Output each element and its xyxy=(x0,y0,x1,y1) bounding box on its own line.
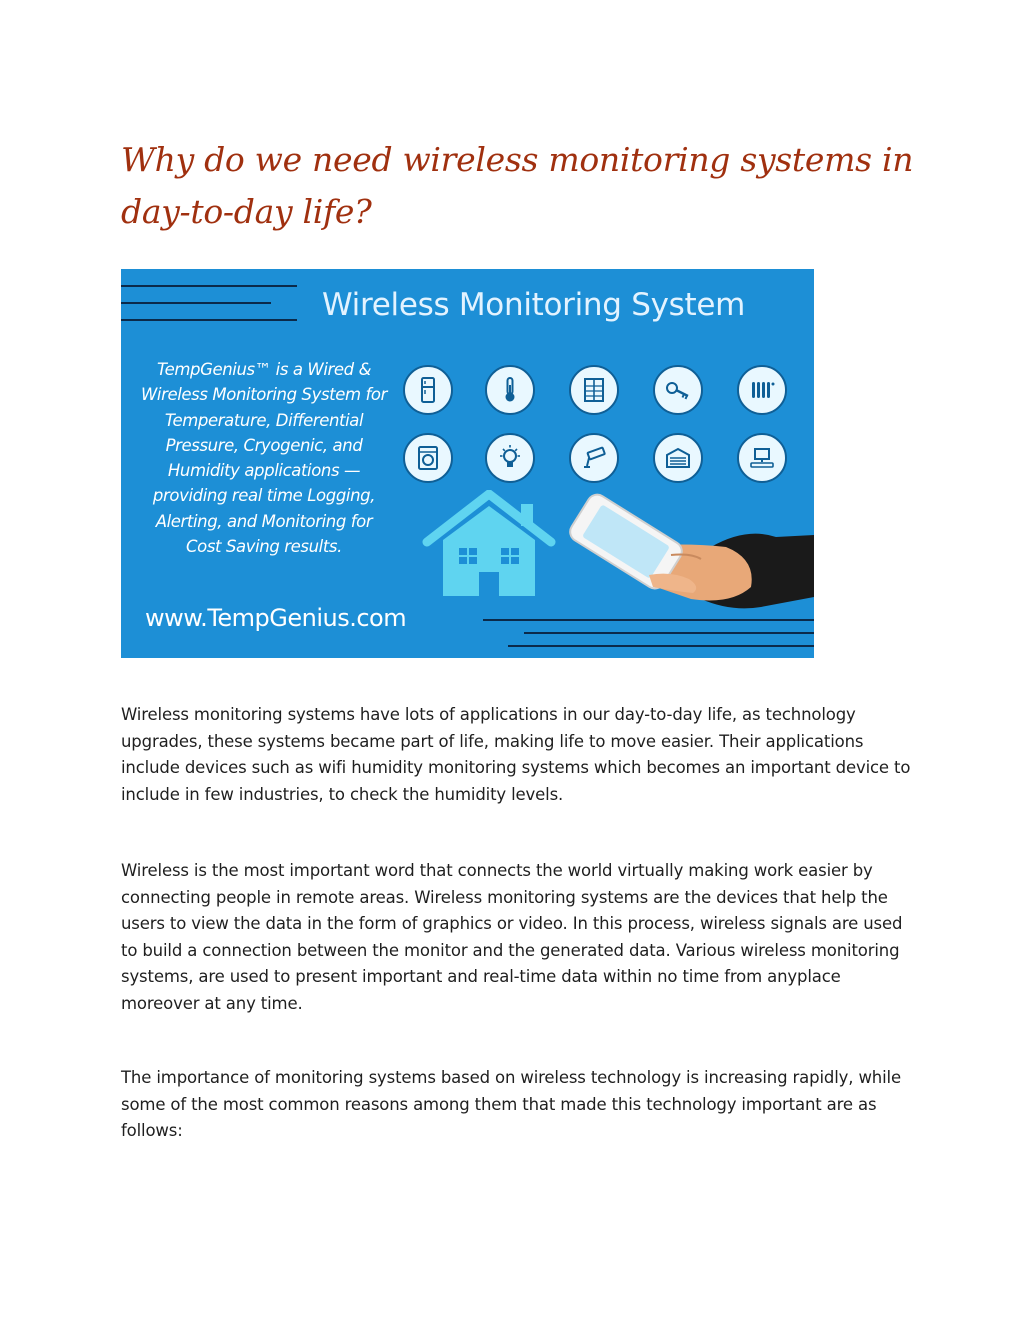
hand-phone-illustration xyxy=(561,487,814,622)
security-camera-icon xyxy=(569,433,619,483)
decor-bar xyxy=(524,632,814,634)
paragraph: Wireless is the most important word that connects the world virtually making work easier by connecting people in remote areas. Wireless monitoring systems are the devices that help the users to view the data in the form of graphics or video. In this process, wireless signals are used to build a connection between the monitor and the generated data. Various wireless monitoring systems, are used to present important and real-time data within no time from anyplace moreover at any time. xyxy=(121,861,903,1013)
decor-bar xyxy=(508,645,814,647)
paragraph: Wireless monitoring systems have lots of applications in our day-to-day life, as technology upgrades, these systems became part of life, making life to move easier. Their applications include devices such as wifi humidity monitoring systems which becomes an important device to include in few industries, to check the humidity levels. xyxy=(121,705,911,804)
thermometer-icon xyxy=(485,365,535,415)
banner-url: www.TempGenius.com xyxy=(145,604,407,632)
house-illustration xyxy=(419,490,559,600)
key-icon xyxy=(653,365,703,415)
garage-door-icon xyxy=(653,433,703,483)
wireless-monitoring-banner xyxy=(121,269,814,658)
banner-heading: Wireless Monitoring System xyxy=(322,287,745,323)
washing-machine-icon xyxy=(403,433,453,483)
fridge-icon xyxy=(403,365,453,415)
window-icon xyxy=(569,365,619,415)
page-title: Why do we need wireless monitoring systems in day-to-day life? xyxy=(121,140,914,231)
paragraph: The importance of monitoring systems based on wireless technology is increasing rapidly, while some of the most common reasons among them that made this technology important are as follows: xyxy=(121,1068,901,1141)
light-bulb-icon xyxy=(485,433,535,483)
radiator-icon xyxy=(737,365,787,415)
computer-icon xyxy=(737,433,787,483)
banner-description: TempGenius™ is a Wired & Wireless Monitoring System for Temperature, Differential Pressure, Cryogenic, and Humidity applications — providing real time Logging, Alerting, and Monitoring for Cost Saving results. xyxy=(141,360,387,557)
decor-bar xyxy=(121,302,271,304)
decor-bar xyxy=(121,285,297,287)
decor-bar xyxy=(121,319,297,321)
